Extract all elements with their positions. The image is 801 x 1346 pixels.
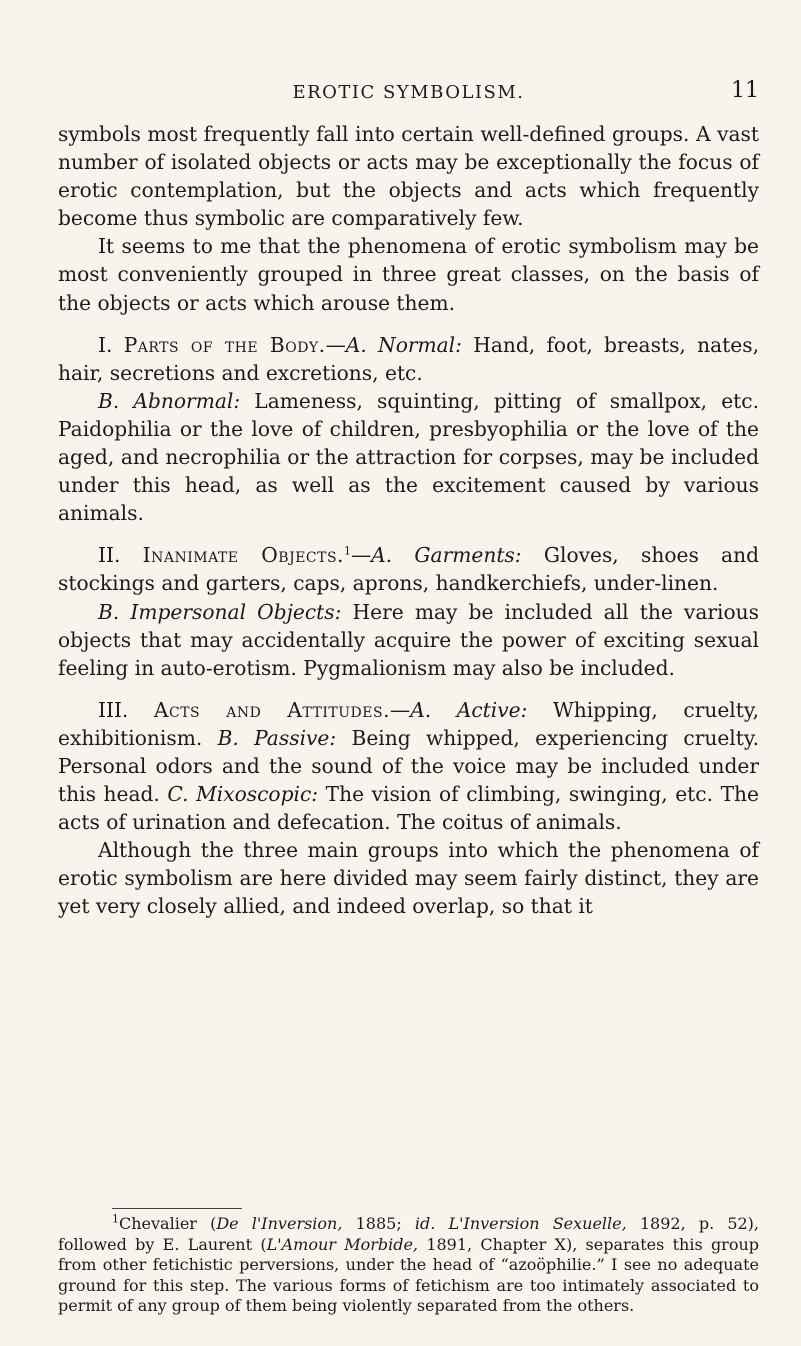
paragraph-continuation: symbols most frequently fall into certain well-defined groups. A vast number of isolated objects or acts may be exceptionally the focus of erotic contemplation, but the objects and acts which frequently become thus symbolic are comparatively few. — [58, 122, 759, 231]
em-dash: — — [350, 543, 372, 568]
paragraph-grouping-intro: It seems to me that the phenomena of erotic symbolism may be most conveniently grouped in three great classes, on the basis of the objects or acts which arouse them. — [58, 234, 759, 315]
subclass-label: A. Normal: — [345, 332, 462, 357]
subclass-label: B. Passive: — [217, 725, 337, 750]
section-inanimate-objects — [58, 541, 759, 597]
subclass-label: B. Impersonal Objects: — [98, 599, 342, 624]
subclass-text: Here may be included all the various objects that may accidentally acquire the power of exciting sexual feeling in auto-erotism. Pygmalionism may also be included. — [58, 599, 759, 680]
footnote-text: 1892, p. 52), followed by E. Laurent ( — [58, 1214, 760, 1254]
footnote-title: De l'Inversion, — [216, 1214, 343, 1233]
running-head — [58, 78, 759, 112]
footnote-reference: 1 — [343, 544, 351, 558]
em-dash: — — [325, 332, 346, 357]
footnote-title: L'Amour Morbide, — [266, 1234, 419, 1254]
subclass-label: A. Active: — [410, 697, 528, 722]
subclass-text: Lameness, squinting, pitting of smallpox, etc. Paidophilia or the love of children, presbyophilia or the love of the aged, and necrophilia or the attraction for corpses, may be included under this head, as well as the excitement caused by various animals. — [58, 388, 759, 526]
section-numeral: II. — [98, 543, 121, 568]
section-inanimate-objects-impersonal — [58, 598, 759, 682]
subclass-text: Being whipped, experiencing cruelty. Personal odors and the sound of the voice may be included under this head. — [58, 725, 759, 807]
subclass-label: B. Abnormal: — [98, 388, 241, 413]
paragraph-overlap: Although the three main groups into which the phenomena of erotic symbolism are here divided may seem fairly distinct, they are yet very closely allied, and indeed overlap, so that it — [58, 838, 759, 919]
section-numeral: I. — [98, 332, 113, 357]
footnote-1 — [58, 1214, 759, 1317]
subclass-text: Whipping, cruelty, exhibitionism. — [58, 697, 759, 750]
em-dash: — — [390, 697, 411, 722]
footnotes — [58, 1214, 759, 1317]
subclass-text: Gloves, shoes and stockings and garters, caps, aprons, handkerchiefs, under-linen. — [58, 543, 760, 596]
section-acts-and-attitudes — [58, 696, 759, 836]
page-number: 11 — [731, 78, 759, 103]
footnote-text: Chevalier ( — [119, 1214, 217, 1233]
subclass-label: C. Mixoscopic: — [167, 782, 319, 807]
body-text — [58, 120, 759, 921]
footnote-text: 1891, Chapter X), separates this group from other fetichistic perversions, under the head of “azoöphilie.” I see no adequate ground for this step. The various forms of fetichism are too intimately associated to permit of any group of them being violently separated from the others. — [58, 1234, 760, 1315]
subclass-label: A. Garments: — [371, 543, 522, 568]
subclass-text: Hand, foot, breasts, nates, hair, secretions and excretions, etc. — [58, 332, 759, 385]
section-heading: Acts and Attitudes. — [153, 697, 391, 722]
section-numeral: III. — [98, 697, 129, 722]
section-parts-of-body-abnormal — [58, 387, 759, 527]
subclass-text: The vision of climbing, swinging, etc. The acts of urination and defecation. The coitus of animals. — [58, 782, 759, 835]
running-head-title: EROTIC SYMBOLISM. — [292, 82, 525, 103]
footnote-divider — [112, 1208, 242, 1209]
footnote-title: id. L'Inversion Sexuelle, — [414, 1214, 627, 1233]
footnote-text: 1885; — [342, 1214, 415, 1233]
section-parts-of-body — [58, 331, 759, 387]
footnote-marker: 1 — [112, 1212, 119, 1226]
section-heading: Inanimate Objects. — [142, 543, 344, 568]
section-heading: Parts of the Body. — [123, 332, 326, 357]
